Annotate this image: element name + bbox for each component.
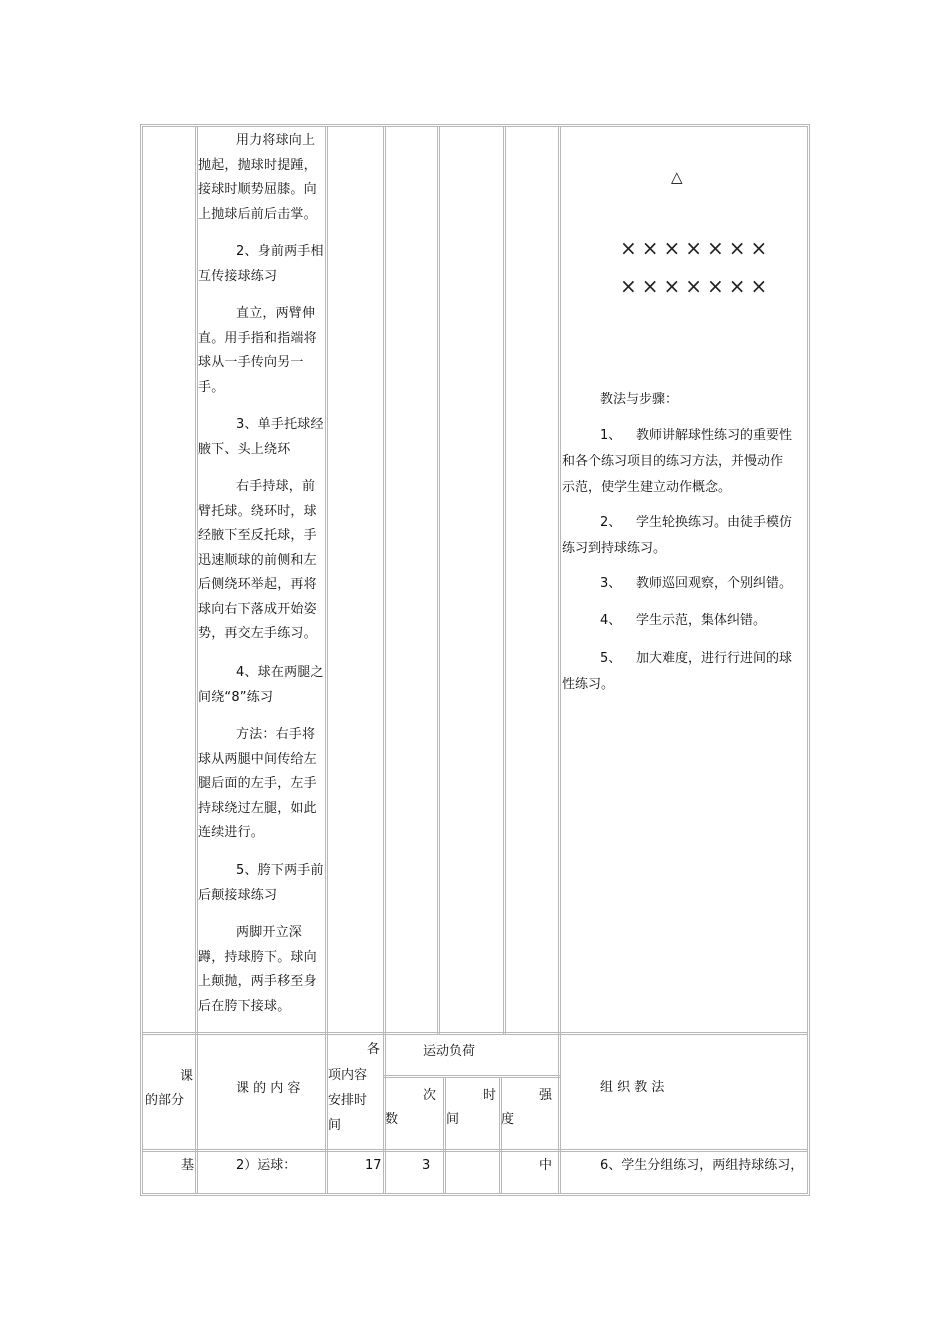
text-line: 蹲，持球胯下。球向 — [198, 949, 317, 965]
text-line: 球从一手传向另一 — [198, 355, 304, 370]
text-line: 后在胯下接球。 — [198, 998, 291, 1014]
text-line: 腿后面的左手，左手 — [198, 776, 317, 791]
row-content-cell: 2）运球： — [236, 1158, 297, 1173]
header-intensity-label: 度 — [501, 1112, 515, 1127]
text-line: 间绕“8”练习 — [198, 689, 274, 705]
text-line: 5、胯下两手前 — [236, 863, 324, 878]
text-line: 后颠接球练习 — [198, 887, 278, 903]
text-line: 腋下、头上绕环 — [198, 441, 291, 457]
step-text: 学生轮换练习。由徒手模仿 — [636, 515, 793, 530]
header-time-label: 各 — [367, 1042, 381, 1057]
header-org-label: 组 织 教 法 — [600, 1080, 665, 1095]
row-divider — [143, 1032, 807, 1035]
column-divider — [499, 1077, 502, 1193]
header-time-label: 间 — [328, 1118, 342, 1133]
step-text: 教师巡回观察，个别纠错。 — [636, 576, 793, 591]
step-number: 5、 — [600, 651, 622, 666]
column-divider — [437, 127, 440, 1034]
text-line: 两脚开立深 — [236, 925, 303, 940]
step-number: 2、 — [600, 515, 622, 530]
header-intensity-label: 强 — [539, 1088, 553, 1103]
text-line: 持球绕过左腿，如此 — [198, 800, 317, 816]
header-times-label: 次 — [423, 1088, 437, 1103]
text-line: 直。用手指和指端将 — [198, 330, 317, 346]
header-time-label: 项内容 — [328, 1068, 368, 1083]
method-step — [562, 510, 810, 562]
text-line: 直立，两臂伸 — [236, 306, 316, 321]
text-line: 手。 — [198, 379, 225, 395]
step-number: 4、 — [600, 613, 622, 628]
text-line: 用力将球向上 — [236, 133, 316, 148]
row-divider — [383, 1075, 560, 1078]
header-content-label: 课 的 内 容 — [236, 1081, 301, 1096]
row-intensity-cell: 中 — [539, 1158, 553, 1173]
text-line: 互传接球练习 — [198, 268, 278, 284]
row-org-cell: 6、学生分组练习，两组持球练习， — [600, 1158, 804, 1173]
header-part-label: 课 — [180, 1069, 194, 1084]
method-step — [562, 608, 810, 634]
text-line: 右手持球，前 — [236, 479, 316, 494]
text-line: 臂托球。绕环时，球 — [198, 503, 317, 519]
text-line: 连续进行。 — [198, 825, 265, 840]
text-line: 迅速顺球的前侧和左 — [198, 552, 317, 568]
text-line: 抛起，抛球时提踵， — [198, 157, 317, 173]
step-text: 性练习。 — [562, 677, 615, 692]
text-line: 后侧绕环举起，再将 — [198, 577, 317, 592]
exercise-paragraph — [198, 921, 330, 1019]
method-title: 教法与步骤： — [600, 392, 679, 407]
header-time-label: 安排时 — [328, 1093, 368, 1108]
method-step — [562, 646, 810, 698]
row-part-cell: 基 — [181, 1158, 195, 1173]
step-number: 1、 — [600, 428, 622, 443]
step-text: 加大难度，进行行进间的球 — [636, 651, 793, 666]
exercise-heading — [198, 661, 330, 710]
row-time-cell: 17 — [365, 1158, 382, 1173]
text-line: 上抛球后前后击掌。 — [198, 206, 317, 222]
text-line: 势，再交左手练习。 — [198, 626, 317, 641]
exercise-paragraph — [198, 129, 330, 227]
text-line: 接球时顺势屈膝。向 — [198, 182, 317, 197]
student-row-marks: ××××××× — [620, 274, 773, 298]
header-duration-label: 时 — [483, 1088, 497, 1103]
exercise-paragraph — [198, 723, 330, 846]
text-line: 球向右下落成开始姿 — [198, 601, 317, 617]
row-times-cell: 3 — [422, 1158, 431, 1173]
row-divider — [143, 1149, 807, 1152]
text-line: 3、单手托球经 — [236, 417, 324, 432]
header-times-label: 数 — [385, 1112, 399, 1127]
text-line: 球从两腿中间传给左 — [198, 751, 317, 767]
step-text: 练习到持球练习。 — [562, 541, 667, 556]
text-line: 2、身前两手相 — [236, 244, 324, 259]
text-line: 4、球在两腿之 — [236, 665, 324, 680]
student-row-marks: ××××××× — [620, 236, 773, 260]
step-number: 3、 — [600, 576, 622, 591]
step-text: 和各个练习项目的练习方法，并慢动作 — [562, 454, 784, 469]
header-load-label: 运动负荷 — [423, 1044, 476, 1059]
text-line: 经腋下至反托球，手 — [198, 528, 317, 543]
step-text: 教师讲解球性练习的重要性 — [636, 428, 793, 443]
exercise-paragraph — [198, 475, 330, 647]
exercise-heading — [198, 413, 330, 462]
method-step — [562, 571, 810, 597]
column-divider — [443, 1077, 446, 1193]
text-line: 上颠抛，两手移至身 — [198, 974, 317, 989]
exercise-heading — [198, 240, 330, 289]
step-text: 学生示范，集体纠错。 — [636, 613, 767, 628]
exercise-paragraph — [198, 302, 330, 400]
text-line: 方法：右手将 — [236, 727, 316, 742]
teacher-triangle-icon: △ — [671, 168, 683, 186]
step-text: 示范，使学生建立动作概念。 — [562, 480, 732, 495]
header-duration-label: 间 — [446, 1112, 460, 1127]
method-step — [562, 423, 810, 501]
header-part-label: 的部分 — [145, 1093, 185, 1108]
exercise-heading — [198, 859, 330, 908]
column-divider — [503, 127, 506, 1034]
